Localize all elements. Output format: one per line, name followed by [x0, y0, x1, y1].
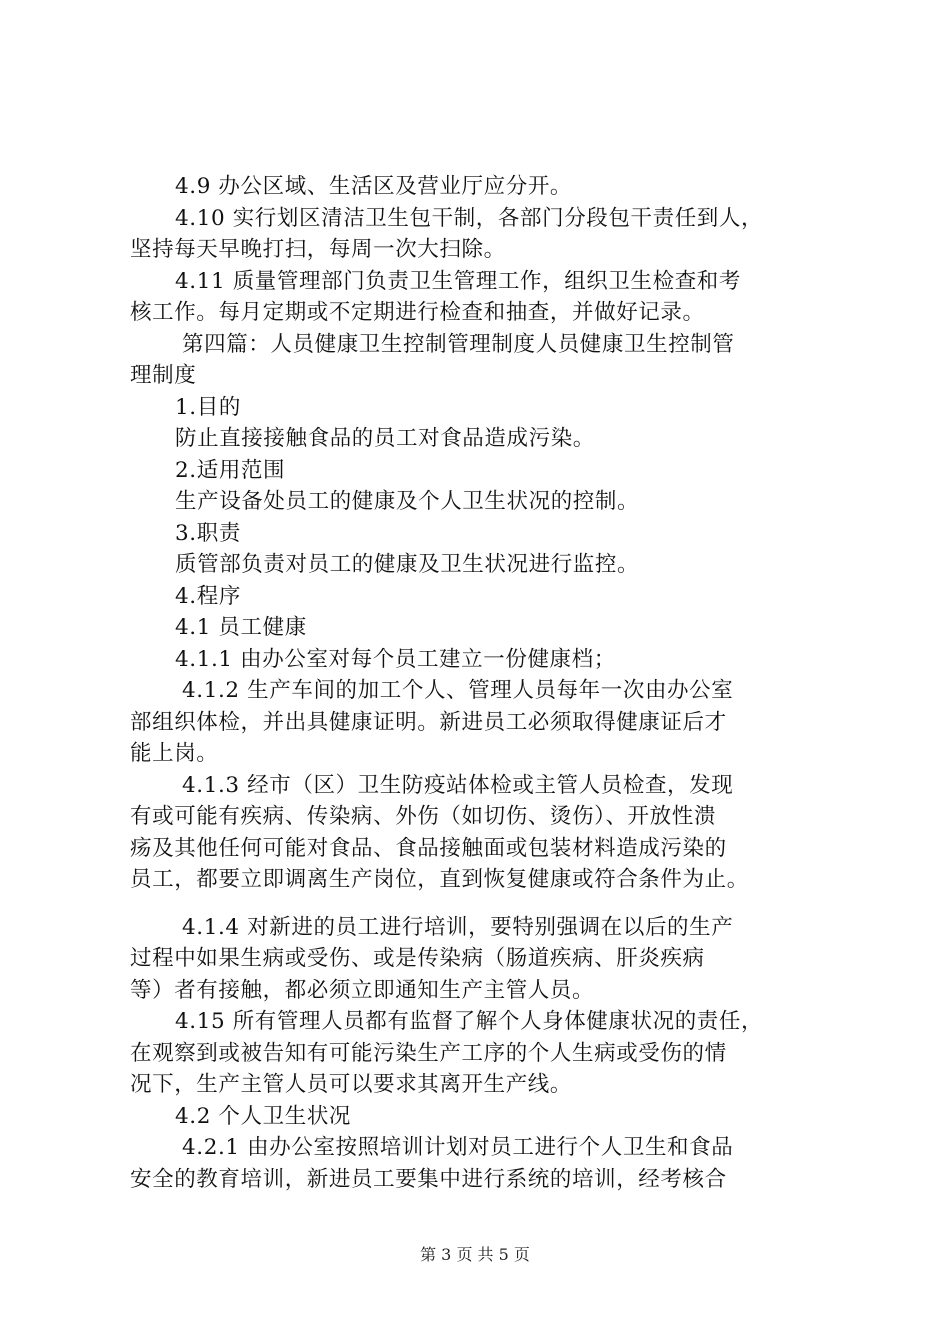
paragraph-line: 质管部负责对员工的健康及卫生状况进行监控。 — [175, 552, 640, 577]
paragraph-line: 有或可能有疾病、传染病、外伤（如切伤、烫伤）、开放性溃 — [130, 804, 716, 829]
paragraph-line: 4.9 办公区域、生活区及营业厅应分开。 — [175, 174, 573, 199]
paragraph-line: 4.1.4 对新进的员工进行培训，要特别强调在以后的生产 — [182, 914, 734, 940]
paragraph-line: 3.职责 — [175, 520, 241, 546]
document-body — [130, 171, 830, 1195]
paragraph-line: 4.2.1 由办公室按照培训计划对员工进行个人卫生和食品 — [182, 1135, 734, 1160]
paragraph-line: 核工作。每月定期或不定期进行检查和抽查，并做好记录。 — [130, 300, 705, 325]
paragraph-line: 4.10 实行划区清洁卫生包干制，各部门分段包干责任到人， — [175, 205, 764, 231]
paragraph-gap — [130, 896, 830, 912]
paragraph-line: 况下，生产主管人员可以要求其离开生产线。 — [130, 1072, 573, 1097]
paragraph-line: 坚持每天早晚打扫，每周一次大扫除。 — [130, 237, 506, 262]
paragraph-line: 安全的教育培训，新进员工要集中进行系统的培训，经考核合 — [130, 1166, 727, 1192]
paragraph-line: 生产设备处员工的健康及个人卫生状况的控制。 — [175, 489, 640, 514]
paragraph-line: 能上岗。 — [130, 741, 219, 766]
paragraph-line: 1.目的 — [175, 394, 241, 420]
paragraph-line: 疡及其他任何可能对食品、食品接触面或包装材料造成污染的 — [130, 835, 727, 861]
paragraph-line: 4.程序 — [175, 583, 241, 609]
paragraph-line: 4.11 质量管理部门负责卫生管理工作，组织卫生检查和考 — [175, 268, 742, 294]
section-heading: 第四篇：人员健康卫生控制管理制度人员健康卫生控制管 — [182, 331, 735, 357]
paragraph-line: 4.1.2 生产车间的加工个人、管理人员每年一次由办公室 — [182, 678, 734, 703]
paragraph-line: 4.1.1 由办公室对每个员工建立一份健康档； — [175, 646, 616, 672]
paragraph-line: 4.1 员工健康 — [175, 615, 307, 640]
section-heading: 理制度 — [130, 363, 197, 388]
paragraph-line: 4.2 个人卫生状况 — [175, 1103, 352, 1129]
paragraph-line: 过程中如果生病或受伤、或是传染病（肠道疾病、肝炎疾病 — [130, 946, 705, 971]
paragraph-line: 4.1.3 经市（区）卫生防疫站体检或主管人员检查，发现 — [182, 772, 734, 798]
paragraph-line: 部组织体检，并出具健康证明。新进员工必须取得健康证后才 — [130, 709, 727, 735]
paragraph-line: 等）者有接触，都必须立即通知生产主管人员。 — [130, 977, 595, 1003]
page-number-footer: 第 3 页 共 5 页 — [420, 1245, 530, 1264]
paragraph-line: 在观察到或被告知有可能污染生产工序的个人生病或受伤的情 — [130, 1040, 727, 1066]
paragraph-line: 2.适用范围 — [175, 457, 286, 483]
paragraph-line: 员工，都要立即调离生产岗位，直到恢复健康或符合条件为止。 — [130, 867, 749, 892]
paragraph-line: 防止直接接触食品的员工对食品造成污染。 — [175, 426, 595, 451]
paragraph-line: 4.15 所有管理人员都有监督了解个人身体健康状况的责任， — [175, 1009, 764, 1034]
